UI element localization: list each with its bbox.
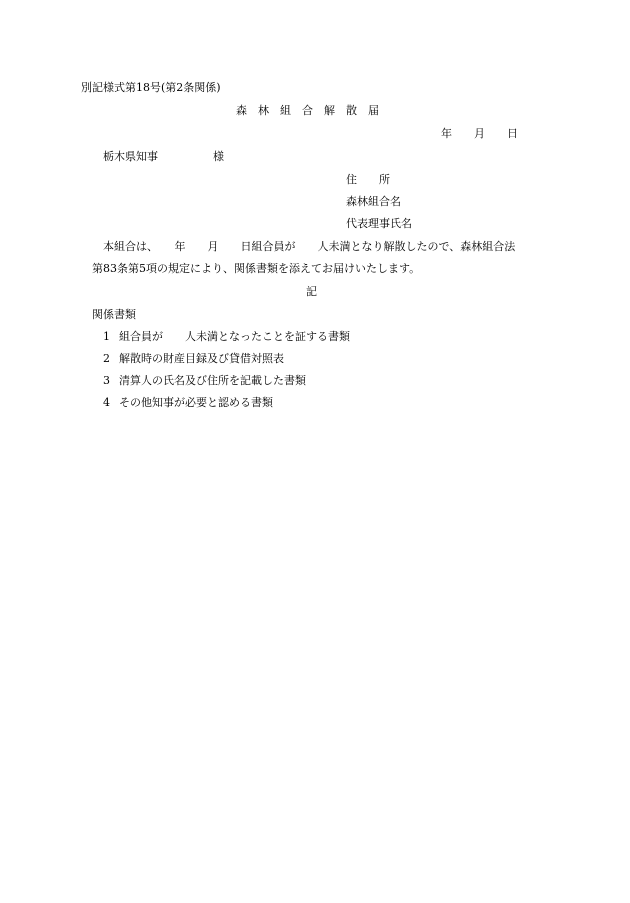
body-line-2: 第83条第5項の規定により、関係書類を添えてお届けいたします。 (92, 262, 421, 275)
record-heading: 記 (306, 285, 317, 298)
form-number: 別記様式第18号(第2条関係) (81, 81, 221, 94)
applicant-representative-label: 代表理事氏名 (346, 217, 412, 230)
applicant-address-label: 住 所 (346, 173, 390, 186)
addressee: 栃木県知事 様 (103, 150, 224, 163)
document-item-number: 4 (103, 396, 110, 409)
applicant-name-label: 森林組合名 (346, 195, 401, 208)
document-title: 森 林 組 合 解 散 届 (236, 104, 379, 117)
document-item-text: その他知事が必要と認める書類 (119, 396, 273, 409)
document-item-number: 1 (103, 330, 110, 343)
document-item-text: 組合員が 人未満となったことを証する書類 (119, 330, 350, 343)
document-item-number: 3 (103, 374, 110, 387)
date-line: 年 月 日 (441, 127, 518, 140)
body-line-1: 本組合は、 年 月 日組合員が 人未満となり解散したので、森林組合法 (103, 240, 516, 253)
documents-heading: 関係書類 (92, 308, 136, 321)
document-item-text: 清算人の氏名及び住所を記載した書類 (119, 374, 306, 387)
document-item-number: 2 (103, 352, 110, 365)
document-item-text: 解散時の財産目録及び貸借対照表 (119, 352, 284, 365)
